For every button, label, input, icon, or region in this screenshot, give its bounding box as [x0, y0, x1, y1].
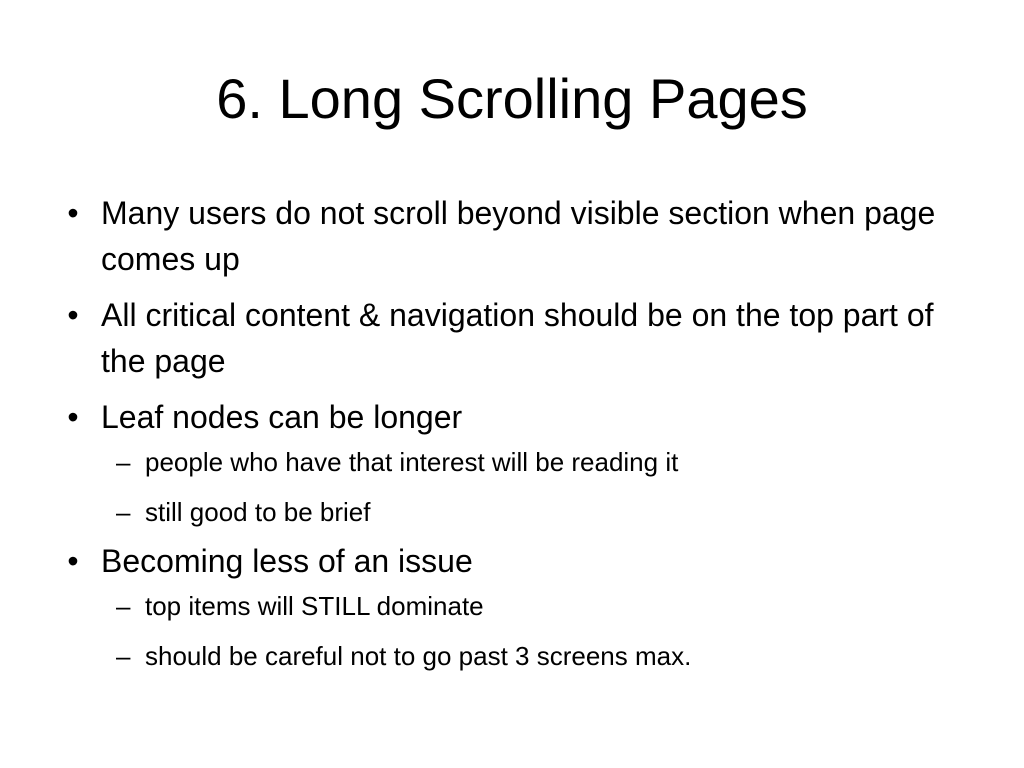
- bullet-marker: •: [67, 195, 79, 231]
- bullet-list: [58, 190, 958, 682]
- bullet-marker: •: [67, 297, 79, 333]
- bullet-item: [58, 538, 958, 672]
- sub-bullet-item: [101, 640, 958, 672]
- bullet-text: Leaf nodes can be longer: [101, 399, 463, 435]
- sub-bullet-text: people who have that interest will be reading it: [145, 447, 679, 477]
- sub-bullet-list: [101, 446, 958, 528]
- sub-bullet-text: top items will STILL dominate: [145, 591, 484, 621]
- sub-bullet-item: [101, 496, 958, 528]
- sub-bullet-marker: –: [116, 447, 131, 477]
- sub-bullet-marker: –: [116, 591, 131, 621]
- bullet-text: Becoming less of an issue: [101, 543, 473, 579]
- bullet-text: All critical content & navigation should be on the top part of the page: [101, 297, 934, 379]
- slide-title: 6. Long Scrolling Pages: [216, 67, 808, 130]
- bullet-item: [58, 394, 958, 528]
- sub-bullet-list: [101, 590, 958, 672]
- sub-bullet-text: still good to be brief: [145, 497, 371, 527]
- bullet-item: [58, 190, 958, 282]
- bullet-item: [58, 292, 958, 384]
- sub-bullet-text: should be careful not to go past 3 screens max.: [145, 641, 692, 671]
- sub-bullet-marker: –: [116, 497, 131, 527]
- bullet-marker: •: [67, 543, 79, 579]
- bullet-marker: •: [67, 399, 79, 435]
- sub-bullet-item: [101, 446, 958, 478]
- sub-bullet-marker: –: [116, 641, 131, 671]
- sub-bullet-item: [101, 590, 958, 622]
- bullet-text: Many users do not scroll beyond visible section when page comes up: [101, 195, 936, 277]
